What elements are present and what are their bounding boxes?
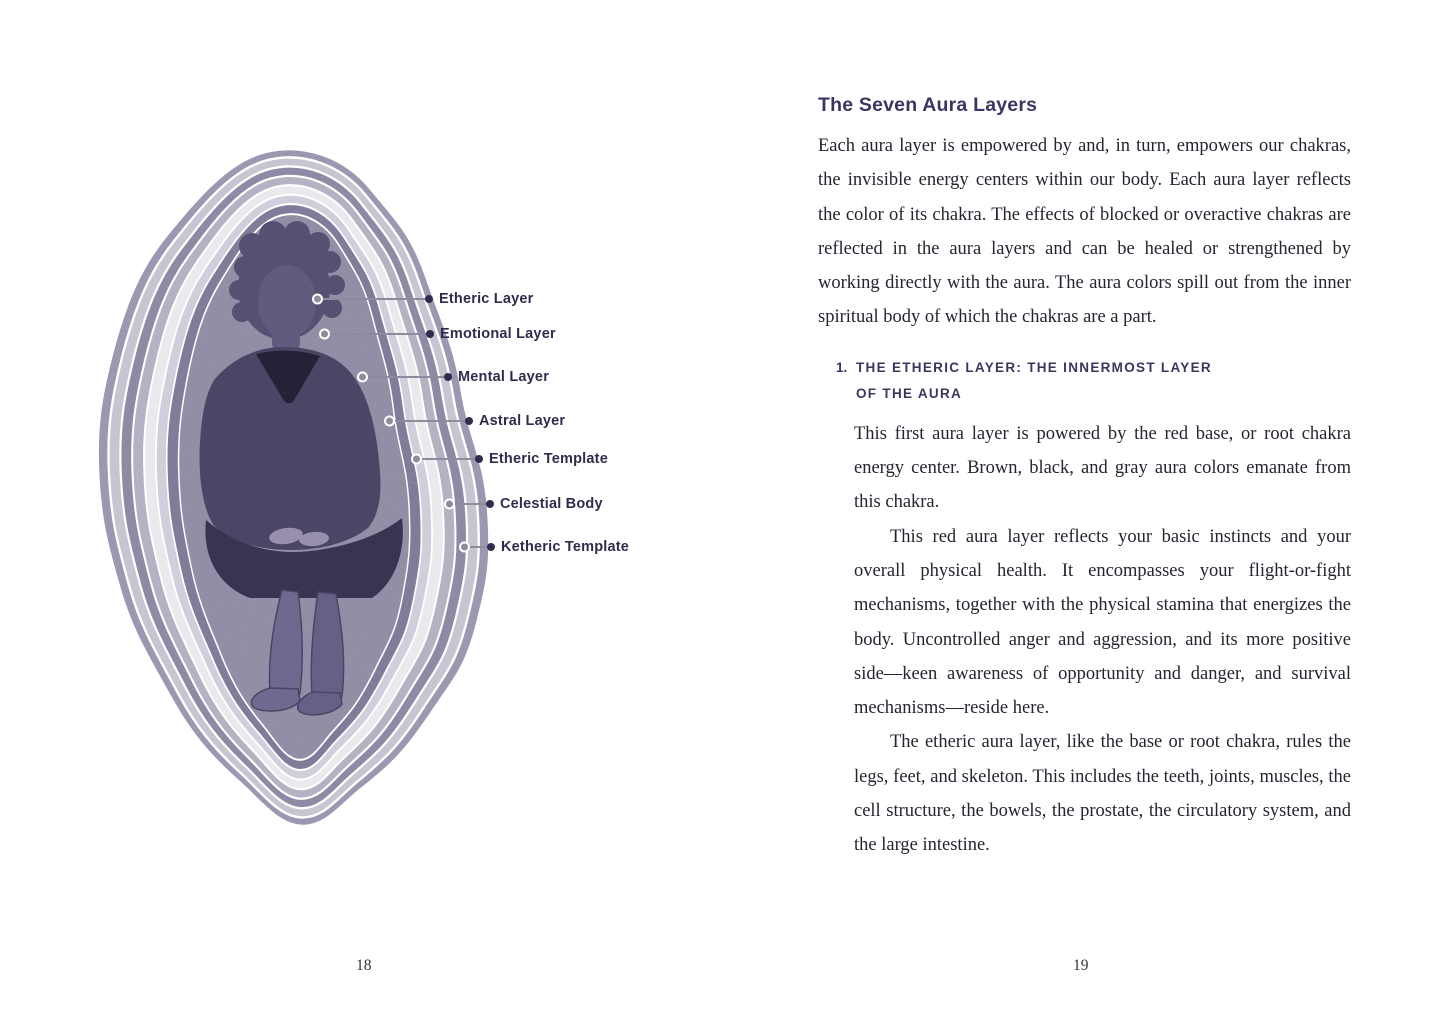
leader-line	[449, 503, 490, 505]
label-mental-layer	[362, 369, 549, 385]
body-paragraph: This first aura layer is powered by the red base, or root chakra energy center. Brown, black, and gray aura colors emanate from this chakra.	[854, 423, 1351, 513]
section-number: 1.	[836, 359, 848, 375]
right-page-text-column	[818, 94, 1351, 863]
label-text: Etheric Layer	[439, 291, 534, 307]
section-title-line: THE ETHERIC LAYER: THE INNERMOST LAYER	[856, 359, 1212, 375]
label-emotional-layer	[324, 326, 556, 342]
leader-line	[464, 546, 491, 548]
label-text: Mental Layer	[458, 369, 550, 385]
body-paragraph: The etheric aura layer, like the base or root chakra, rules the legs, feet, and skeleton. This includes the teeth, joints, muscles, the cell structure, the bowels, the prostate, the circulatory system, and the large intestine.	[854, 732, 1351, 856]
leader-line	[416, 458, 479, 460]
leader-line	[317, 298, 429, 300]
label-etheric-template	[416, 451, 608, 467]
page-number-right: 19	[1073, 957, 1089, 974]
label-text: Celestial Body	[500, 496, 603, 512]
page-number-left: 18	[356, 957, 372, 974]
label-etheric-layer	[317, 291, 533, 307]
section-title-line: OF THE AURA	[856, 385, 963, 401]
section-heading	[818, 355, 1351, 407]
body-paragraph: This red aura layer reflects your basic instincts and your overall physical health. It encompasses your flight-or-fight mechanisms, together with the physical stamina that energizes the body. Uncontrolled anger and aggression, and its more positive side—keen awareness of opportunity and danger, and survival mechanisms—reside here.	[854, 526, 1351, 719]
leader-line	[324, 333, 430, 335]
page-title: The Seven Aura Layers	[818, 94, 1038, 116]
section-body	[854, 417, 1351, 863]
leader-line	[389, 420, 469, 422]
aura-illustration	[60, 140, 520, 840]
section-title	[856, 355, 1212, 407]
label-text: Astral Layer	[479, 413, 566, 429]
intro-paragraph: Each aura layer is empowered by and, in turn, empowers our chakras, the invisible energy centers within our body. Each aura layer reflects the color of its chakra. The effects of blocked or overactive chakras are reflected in the aura layers and can be healed or strengthened by working directly with the aura. The aura colors spill out from the inner spiritual body of which the chakras are a part.	[818, 136, 1351, 328]
label-astral-layer	[389, 413, 565, 429]
label-celestial-body	[449, 496, 603, 512]
label-text: Etheric Template	[489, 451, 608, 467]
label-text: Ketheric Template	[501, 539, 630, 555]
label-ketheric-template	[464, 539, 629, 555]
leader-line	[362, 376, 448, 378]
person-right-calf	[311, 592, 343, 704]
label-text: Emotional Layer	[440, 326, 556, 342]
